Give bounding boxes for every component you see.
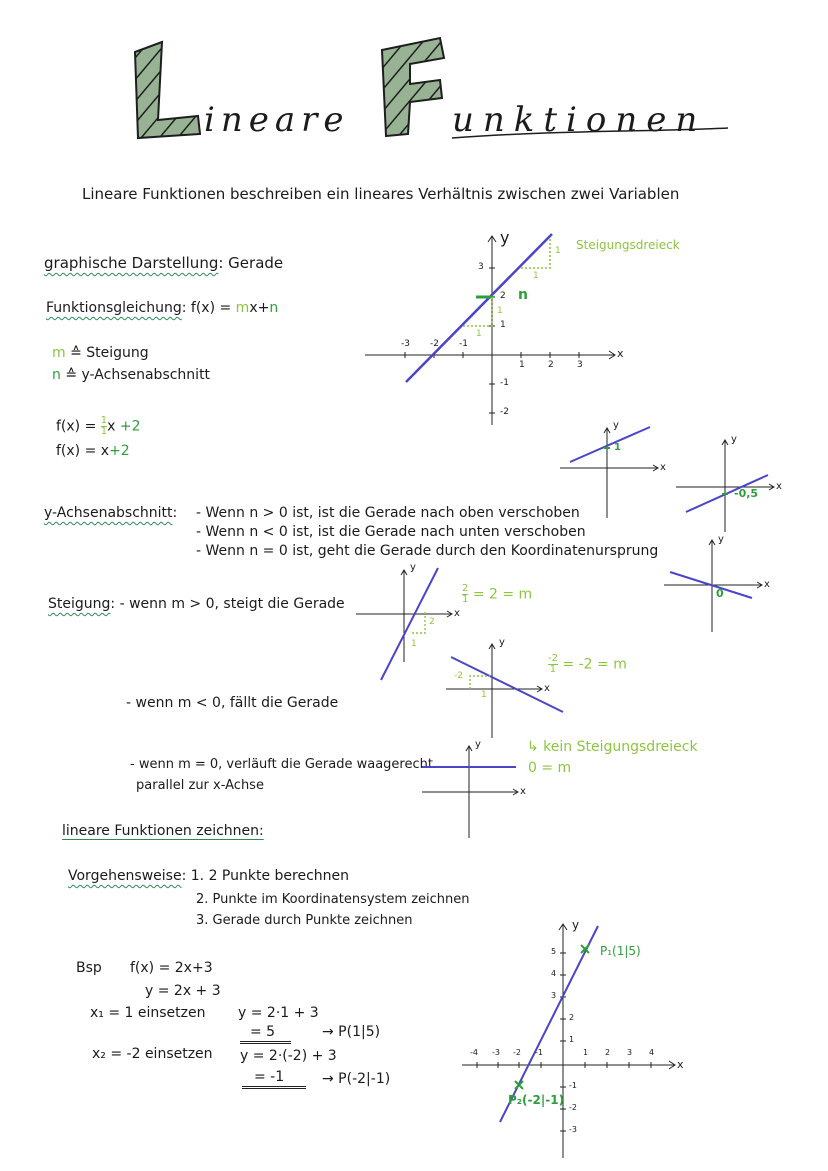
example-y-tick-1: 1 [569, 1035, 575, 1044]
title-word-1: ineare [204, 100, 350, 140]
example-x2-result: = -1 [242, 1069, 306, 1089]
example-y-tick-3: 3 [551, 991, 557, 1000]
steigung-zero-y: y [475, 739, 481, 750]
pos-frac-den: 1 [462, 594, 469, 605]
steigung-rule-3a: - wenn m = 0, verläuft die Gerade waagerecht [130, 757, 433, 772]
y-achse-rule-3: - Wenn n = 0 ist, geht die Gerade durch den Koordinatenursprung [196, 543, 659, 559]
graph-value: : Gerade [218, 254, 284, 272]
main-tri-one-b: 1 [533, 271, 539, 281]
example-y-tick-4: 4 [551, 969, 557, 978]
example-x2: x₂ = -2 einsetzen [92, 1046, 213, 1062]
example-y-tick-m3: -3 [569, 1125, 577, 1134]
y-achse-rule-1: - Wenn n > 0 ist, ist die Gerade nach oben verschoben [196, 505, 580, 521]
main-x-tick-m3: -3 [401, 339, 410, 349]
steigung-pos-x: x [454, 608, 460, 619]
equation-n: n [269, 300, 279, 316]
mini-1-n: 1 [614, 442, 621, 453]
example-x-tick-1: 1 [583, 1048, 589, 1057]
example-x-tick-m1: -1 [535, 1048, 543, 1057]
equation-m: m [235, 300, 250, 316]
mini-3-n: 0 [716, 587, 724, 600]
y-achse-colon: : [172, 505, 178, 521]
mini-1-y: y [613, 420, 619, 431]
main-x-tick-m2: -2 [430, 339, 439, 349]
steigung-heading: Steigung [48, 596, 111, 612]
example-y-tick-2: 2 [569, 1013, 575, 1022]
example-x-tick-m3: -3 [492, 1048, 500, 1057]
example-x1-result: = 5 [240, 1024, 291, 1044]
def-m-text: ≙ Steigung [70, 345, 149, 361]
example-x-tick-m4: -4 [470, 1048, 478, 1057]
pos-frac-num: 2 [462, 583, 469, 594]
example-y-tick-m2: -2 [569, 1103, 577, 1112]
example-func-1-n: +2 [119, 418, 141, 435]
example-x1-calc: y = 2·1 + 3 [238, 1005, 319, 1021]
steigung-pos-dx: 1 [411, 639, 417, 649]
proc-heading: Vorgehensweise [68, 868, 182, 884]
y-achse-rule-2: - Wenn n < 0 ist, ist die Gerade nach unten verschoben [196, 524, 586, 540]
mini-2-y: y [731, 434, 737, 445]
example-graph-p1: P₁(1|5) [600, 944, 641, 958]
mini-3-x: x [764, 579, 770, 590]
steigung-rule-2: - wenn m < 0, fällt die Gerade [126, 695, 339, 711]
example-x1: x₁ = 1 einsetzen [90, 1005, 206, 1021]
proc-step-3: 3. Gerade durch Punkte zeichnen [196, 913, 413, 928]
main-x-tick-3: 3 [577, 360, 583, 370]
steigung-zero-x: x [520, 786, 526, 797]
example-x1-point: → P(1|5) [322, 1024, 381, 1040]
equation-prefix: : f(x) = [181, 300, 236, 316]
example-graph-p2: P₂(-2|-1) [508, 1093, 565, 1107]
main-tri-one-c: 1 [497, 306, 503, 316]
example-y-tick-5: 5 [551, 947, 557, 956]
example-func-1-x: x [107, 418, 116, 435]
main-triangle-label: Steigungsdreieck [576, 238, 680, 252]
equation-x: x+ [249, 300, 270, 316]
mini-2-x: x [776, 481, 782, 492]
main-n-label: n [518, 287, 528, 303]
example-bsp: Bsp [76, 960, 102, 976]
graph-heading: graphische Darstellung [44, 254, 219, 272]
example-graph-x: x [677, 1058, 684, 1071]
example-graph-y: y [572, 918, 580, 932]
y-achse-heading: y-Achsenabschnitt [44, 505, 173, 521]
main-tri-one-d: 1 [476, 329, 482, 339]
pos-eq-text: = 2 = m [468, 586, 533, 603]
main-tri-one-a: 1 [555, 246, 561, 256]
steigung-zero-eq: 0 = m [528, 760, 572, 776]
def-n-label: n [52, 367, 61, 383]
zeichnen-heading: lineare Funktionen zeichnen: [62, 823, 264, 839]
steigung-neg-dx: 1 [481, 690, 487, 700]
steigung-neg-x: x [544, 683, 550, 694]
main-x-tick-1: 1 [519, 360, 525, 370]
example-x2-point: → P(-2|-1) [322, 1071, 391, 1087]
proc-step-1: : 1. 2 Punkte berechnen [181, 868, 350, 884]
example-x-tick-m2: -2 [513, 1048, 521, 1057]
steigung-rule-3b: parallel zur x-Achse [136, 778, 264, 793]
def-m-label: m [52, 345, 66, 361]
steigung-zero-note: ↳ kein Steigungsdreieck [527, 739, 698, 755]
example-func-1-pre: f(x) = [56, 418, 101, 435]
example-y: y = 2x + 3 [145, 983, 221, 999]
neg-frac-den: 1 [549, 664, 557, 675]
example-x-tick-2: 2 [605, 1048, 611, 1057]
equation-heading: Funktionsgleichung [46, 300, 182, 316]
neg-frac-num: -2 [548, 653, 558, 664]
title-word-2: unktionen [452, 100, 707, 140]
main-y-tick-1: 1 [500, 320, 506, 330]
example-func-2-n: +2 [109, 443, 130, 459]
mini-2-n: -0,5 [734, 487, 759, 500]
example-f: f(x) = 2x+3 [130, 960, 213, 976]
intro-text: Lineare Funktionen beschreiben ein lineares Verhältnis zwischen zwei Variablen [82, 185, 680, 203]
main-x-label: x [617, 347, 624, 360]
example-func-2-pre: f(x) = x [56, 443, 110, 459]
mini-3-y: y [718, 534, 724, 545]
main-y-tick-2: 2 [500, 291, 506, 301]
def-n-text: ≙ y-Achsenabschnitt [65, 367, 211, 383]
main-y-tick-3: 3 [478, 262, 484, 272]
steigung-pos-y: y [410, 562, 416, 573]
example-x2-calc: y = 2·(-2) + 3 [240, 1048, 337, 1064]
main-y-tick-m1: -1 [500, 378, 509, 388]
steigung-rule-1: : - wenn m > 0, steigt die Gerade [110, 596, 345, 612]
fraction-num: 1 [100, 415, 108, 426]
steigung-pos-dy: 2 [429, 617, 435, 627]
steigung-neg-dy: -2 [454, 671, 463, 681]
example-x-tick-3: 3 [627, 1048, 633, 1057]
fraction-den: 1 [100, 426, 108, 437]
main-x-tick-2: 2 [548, 360, 554, 370]
mini-1-x: x [660, 462, 666, 473]
example-x-tick-4: 4 [649, 1048, 655, 1057]
main-y-tick-m2: -2 [500, 407, 509, 417]
example-y-tick-m1: -1 [569, 1081, 577, 1090]
neg-eq-text: = -2 = m [557, 656, 627, 673]
main-y-label: y [500, 228, 510, 247]
steigung-neg-y: y [499, 637, 505, 648]
main-x-tick-m1: -1 [459, 339, 468, 349]
proc-step-2: 2. Punkte im Koordinatensystem zeichnen [196, 892, 470, 907]
